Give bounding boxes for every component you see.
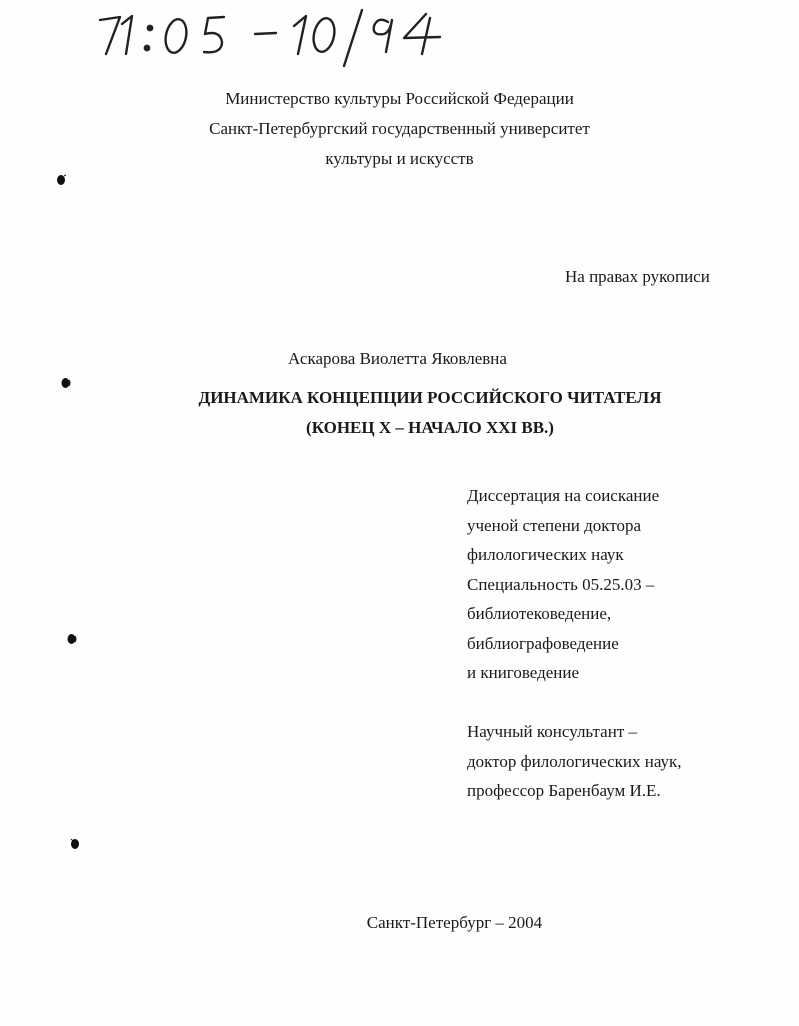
dissertation-line: библиографоведение [467, 633, 619, 653]
punch-hole-mark [67, 633, 77, 645]
consultant-line: доктор филологических наук, [467, 751, 682, 771]
dissertation-description [467, 486, 659, 693]
scientific-consultant [467, 722, 682, 811]
dissertation-line: Диссертация на соискание [467, 486, 660, 505]
handwritten-archive-number [92, 4, 462, 74]
ministry-name: Министерство культуры Российской Федерации [225, 89, 574, 108]
author-name: Аскарова Виолетта Яковлевна [288, 349, 507, 368]
dissertation-line: и книговедение [467, 663, 580, 682]
dissertation-line: Специальность 05.25.03 – [467, 574, 655, 594]
manuscript-note: На правах рукописи [565, 267, 710, 286]
punch-hole-mark [56, 174, 66, 186]
dissertation-line: ученой степени доктора [467, 515, 642, 535]
university-name-line2: культуры и искусств [325, 149, 474, 168]
dissertation-title-line2: (КОНЕЦ X – НАЧАЛО XXI ВВ.) [306, 418, 554, 437]
dissertation-title-line1: ДИНАМИКА КОНЦЕПЦИИ РОССИЙСКОГО ЧИТАТЕЛЯ [198, 388, 662, 407]
consultant-line: профессор Баренбаум И.Е. [467, 781, 661, 800]
punch-hole-mark [61, 377, 71, 389]
university-name-line1: Санкт-Петербургский государственный университет [209, 119, 590, 138]
place-and-year: Санкт-Петербург – 2004 [366, 913, 543, 932]
dissertation-line: филологических наук [467, 545, 624, 564]
punch-hole-mark [70, 838, 80, 850]
dissertation-line: библиотековедение, [467, 604, 612, 623]
consultant-line: Научный консультант – [467, 722, 637, 741]
